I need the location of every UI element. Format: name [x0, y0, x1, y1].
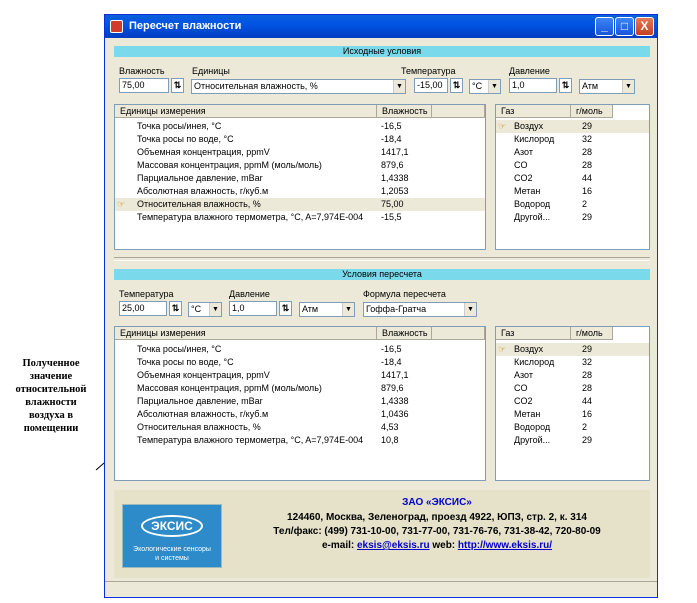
- section-divider: [114, 257, 650, 261]
- company-phone: Тел/факс: (499) 731-10-00, 731-77-00, 731-76-76, 731-38-42, 720-80-09: [273, 526, 601, 537]
- formula-select[interactable]: [363, 302, 477, 317]
- table-cell: 1417,1: [381, 147, 409, 157]
- recalc-pressure-label: Давление: [229, 289, 270, 299]
- table-row[interactable]: [496, 356, 649, 369]
- table-row[interactable]: [496, 120, 649, 133]
- table-cell: 75,00: [381, 199, 404, 209]
- table-cell: Азот: [514, 147, 533, 157]
- table-cell: Массовая концентрация, ppmM (моль/моль): [137, 160, 322, 170]
- table-cell: Относительная влажность, %: [137, 199, 261, 209]
- recalc-pressure-input[interactable]: 1,0: [229, 301, 277, 316]
- table-cell: 1,0436: [381, 409, 409, 419]
- table-row[interactable]: [115, 382, 485, 395]
- table-cell: Азот: [514, 370, 533, 380]
- units-label: Единицы: [192, 66, 230, 76]
- table-row[interactable]: [115, 159, 485, 172]
- temperature-input[interactable]: -15,00: [414, 78, 448, 93]
- table-row[interactable]: [496, 434, 649, 447]
- main-window: [104, 14, 658, 598]
- company-logo: [122, 504, 222, 568]
- formula-label: Формула пересчета: [363, 289, 446, 299]
- table-row[interactable]: [496, 343, 649, 356]
- source-gas-table[interactable]: [495, 104, 650, 250]
- table-cell: 16: [582, 186, 593, 196]
- table-cell: Метан: [514, 409, 541, 419]
- table-cell: CO: [514, 160, 528, 170]
- table-cell: 28: [582, 147, 593, 157]
- table-row[interactable]: [115, 120, 485, 133]
- table-cell: Парциальное давление, mBar: [137, 173, 263, 183]
- table-cell: 28: [582, 160, 593, 170]
- table-cell: 4,53: [381, 422, 399, 432]
- table-cell: 2: [582, 199, 588, 209]
- table-cell: 29: [582, 121, 593, 131]
- table-cell: 1,4338: [381, 173, 409, 183]
- table-cell: Температура влажного термометра, °C, A=7,974E-004: [137, 212, 364, 222]
- table-row[interactable]: [115, 172, 485, 185]
- humidity-label: Влажность: [119, 66, 165, 76]
- source-conditions-header: Исходные условия: [114, 46, 650, 57]
- column-header-empty: [432, 105, 485, 118]
- table-cell: Массовая концентрация, ppmM (моль/моль): [137, 383, 322, 393]
- table-cell: Абсолютная влажность, г/куб.м: [137, 409, 269, 419]
- logo-caption: [123, 545, 221, 563]
- table-cell: Объемная концентрация, ppmV: [137, 147, 270, 157]
- table-row[interactable]: [496, 211, 649, 224]
- table-cell: Водород: [514, 422, 551, 432]
- table-row[interactable]: [115, 408, 485, 421]
- company-footer: [114, 490, 650, 578]
- table-row[interactable]: [115, 369, 485, 382]
- table-cell: 29: [582, 212, 593, 222]
- table-row[interactable]: [496, 369, 649, 382]
- table-cell: CO2: [514, 396, 533, 406]
- chevron-down-icon[interactable]: ▼: [209, 303, 221, 316]
- table-cell: Точка росы по воде, °C: [137, 134, 234, 144]
- table-cell: 879,6: [381, 383, 404, 393]
- table-cell: Точка росы/инея, °C: [137, 121, 222, 131]
- table-cell: Кислород: [514, 134, 555, 144]
- pointer-hand-icon: ☞: [498, 344, 507, 354]
- app-icon: [110, 20, 123, 33]
- table-cell: -16,5: [381, 121, 402, 131]
- column-header-units[interactable]: Единицы измерения: [115, 327, 377, 340]
- chevron-down-icon[interactable]: ▼: [342, 303, 354, 316]
- pointer-hand-icon: ☞: [498, 121, 507, 131]
- logo-mark: ЭКСИС: [141, 515, 203, 537]
- table-cell: 44: [582, 396, 593, 406]
- logo-caption-line: Экологические сенсоры: [133, 546, 211, 553]
- table-row[interactable]: [496, 159, 649, 172]
- table-cell: 1417,1: [381, 370, 409, 380]
- company-address: 124460, Москва, Зеленоград, проезд 4922, ЮПЗ, стр. 2, к. 314: [287, 512, 587, 523]
- table-cell: Точка росы по воде, °C: [137, 357, 234, 367]
- column-header-gas[interactable]: Газ: [496, 105, 571, 118]
- minimize-button[interactable]: _: [595, 17, 614, 36]
- table-row[interactable]: [496, 133, 649, 146]
- pressure-input[interactable]: 1,0: [509, 78, 557, 93]
- recalc-results-table[interactable]: [114, 326, 486, 481]
- table-cell: 32: [582, 134, 593, 144]
- temperature-unit-value: °C: [472, 81, 483, 91]
- table-cell: Парциальное давление, mBar: [137, 396, 263, 406]
- table-cell: 1,2053: [381, 186, 409, 196]
- table-cell: CO: [514, 383, 528, 393]
- table-cell: Объемная концентрация, ppmV: [137, 370, 270, 380]
- units-select[interactable]: [191, 79, 406, 94]
- table-cell: 44: [582, 173, 593, 183]
- chevron-down-icon[interactable]: ▼: [393, 80, 405, 93]
- table-row[interactable]: [115, 211, 485, 224]
- temperature-spin-button[interactable]: ⇅: [450, 78, 463, 93]
- table-cell: CO2: [514, 173, 533, 183]
- table-cell: Абсолютная влажность, г/куб.м: [137, 186, 269, 196]
- pointer-hand-icon: ☞: [117, 199, 126, 209]
- status-bar: [105, 581, 657, 598]
- table-row[interactable]: [496, 382, 649, 395]
- table-cell: Кислород: [514, 357, 555, 367]
- table-row[interactable]: [496, 185, 649, 198]
- table-cell: Точка росы/инея, °C: [137, 344, 222, 354]
- chevron-down-icon[interactable]: ▼: [622, 80, 634, 93]
- table-cell: Воздух: [514, 121, 544, 131]
- table-cell: 10,8: [381, 435, 399, 445]
- title-bar[interactable]: [105, 15, 657, 38]
- humidity-spin-button[interactable]: ⇅: [171, 78, 184, 93]
- table-cell: 32: [582, 357, 593, 367]
- units-select-value: Относительная влажность, %: [194, 81, 318, 91]
- column-header-molar-mass[interactable]: г/моль: [571, 327, 613, 340]
- table-row[interactable]: [115, 434, 485, 447]
- table-row[interactable]: [115, 198, 485, 211]
- table-cell: -18,4: [381, 134, 402, 144]
- table-row[interactable]: [496, 408, 649, 421]
- table-cell: -15,5: [381, 212, 402, 222]
- table-row[interactable]: [496, 172, 649, 185]
- table-row[interactable]: [496, 395, 649, 408]
- logo-caption-line: и системы: [155, 555, 189, 562]
- table-cell: Другой...: [514, 435, 551, 445]
- table-cell: Другой...: [514, 212, 551, 222]
- table-cell: Температура влажного термометра, °C, A=7,974E-004: [137, 435, 364, 445]
- table-cell: 28: [582, 383, 593, 393]
- recalc-temperature-unit-value: °C: [191, 304, 202, 314]
- email-label: e-mail:: [321, 540, 355, 551]
- chevron-down-icon[interactable]: ▼: [488, 80, 500, 93]
- table-row[interactable]: [115, 146, 485, 159]
- recalc-pressure-unit-value: Атм: [302, 304, 319, 314]
- table-cell: 29: [582, 435, 593, 445]
- table-cell: -16,5: [381, 344, 402, 354]
- table-row[interactable]: [496, 421, 649, 434]
- column-header-humidity[interactable]: Влажность: [377, 327, 432, 340]
- temperature-unit-select[interactable]: [469, 79, 501, 94]
- table-cell: 2: [582, 422, 588, 432]
- table-row[interactable]: [115, 395, 485, 408]
- pressure-label: Давление: [509, 66, 550, 76]
- recalc-conditions-header: Условия пересчета: [114, 269, 650, 280]
- table-row[interactable]: [115, 133, 485, 146]
- table-row[interactable]: [496, 198, 649, 211]
- table-cell: 28: [582, 370, 593, 380]
- recalc-temperature-unit-select[interactable]: [188, 302, 222, 317]
- table-cell: Относительная влажность, %: [137, 422, 261, 432]
- annotation-line: воздуха в: [28, 410, 74, 421]
- recalc-pressure-spin-button[interactable]: ⇅: [279, 301, 292, 316]
- maximize-button[interactable]: □: [615, 17, 634, 36]
- annotation-line: влажности: [25, 397, 77, 408]
- web-link[interactable]: http://www.eksis.ru/: [457, 540, 553, 551]
- annotation-line: относительной: [15, 384, 87, 395]
- table-row[interactable]: [115, 421, 485, 434]
- table-row[interactable]: [115, 343, 485, 356]
- source-results-table[interactable]: [114, 104, 486, 250]
- temperature-label: Температура: [401, 66, 456, 76]
- recalc-temperature-label: Температура: [119, 289, 174, 299]
- recalc-temperature-spin-button[interactable]: ⇅: [169, 301, 182, 316]
- annotation-line: Полученное: [22, 358, 80, 369]
- formula-select-value: Гоффа-Гратча: [366, 304, 427, 314]
- email-link[interactable]: eksis@eksis.ru: [357, 540, 430, 551]
- company-name: ЗАО «ЭКСИС»: [402, 497, 472, 508]
- pressure-spin-button[interactable]: ⇅: [559, 78, 572, 93]
- pressure-unit-value: Атм: [582, 81, 599, 91]
- table-cell: 1,4338: [381, 396, 409, 406]
- table-cell: 16: [582, 409, 593, 419]
- pressure-unit-select[interactable]: [579, 79, 635, 94]
- close-button[interactable]: X: [635, 17, 654, 36]
- column-header-units[interactable]: Единицы измерения: [115, 105, 377, 118]
- recalc-gas-table[interactable]: [495, 326, 650, 481]
- web-label: web:: [432, 540, 456, 551]
- table-row[interactable]: [496, 146, 649, 159]
- table-cell: Метан: [514, 186, 541, 196]
- humidity-input[interactable]: 75,00: [119, 78, 169, 93]
- table-cell: Водород: [514, 199, 551, 209]
- column-header-gas[interactable]: Газ: [496, 327, 571, 340]
- table-cell: -18,4: [381, 357, 402, 367]
- company-contacts: [224, 540, 650, 551]
- window-title: Пересчет влажности: [129, 20, 242, 32]
- chevron-down-icon[interactable]: ▼: [464, 303, 476, 316]
- column-header-empty: [432, 327, 485, 340]
- table-cell: Воздух: [514, 344, 544, 354]
- recalc-temperature-input[interactable]: 25,00: [119, 301, 167, 316]
- recalc-pressure-unit-select[interactable]: [299, 302, 355, 317]
- annotation-line: значение: [29, 371, 73, 382]
- annotation-line: помещении: [23, 423, 79, 434]
- column-header-humidity[interactable]: Влажность: [377, 105, 432, 118]
- table-row[interactable]: [115, 356, 485, 369]
- table-cell: 29: [582, 344, 593, 354]
- table-cell: 879,6: [381, 160, 404, 170]
- table-row[interactable]: [115, 185, 485, 198]
- column-header-molar-mass[interactable]: г/моль: [571, 105, 613, 118]
